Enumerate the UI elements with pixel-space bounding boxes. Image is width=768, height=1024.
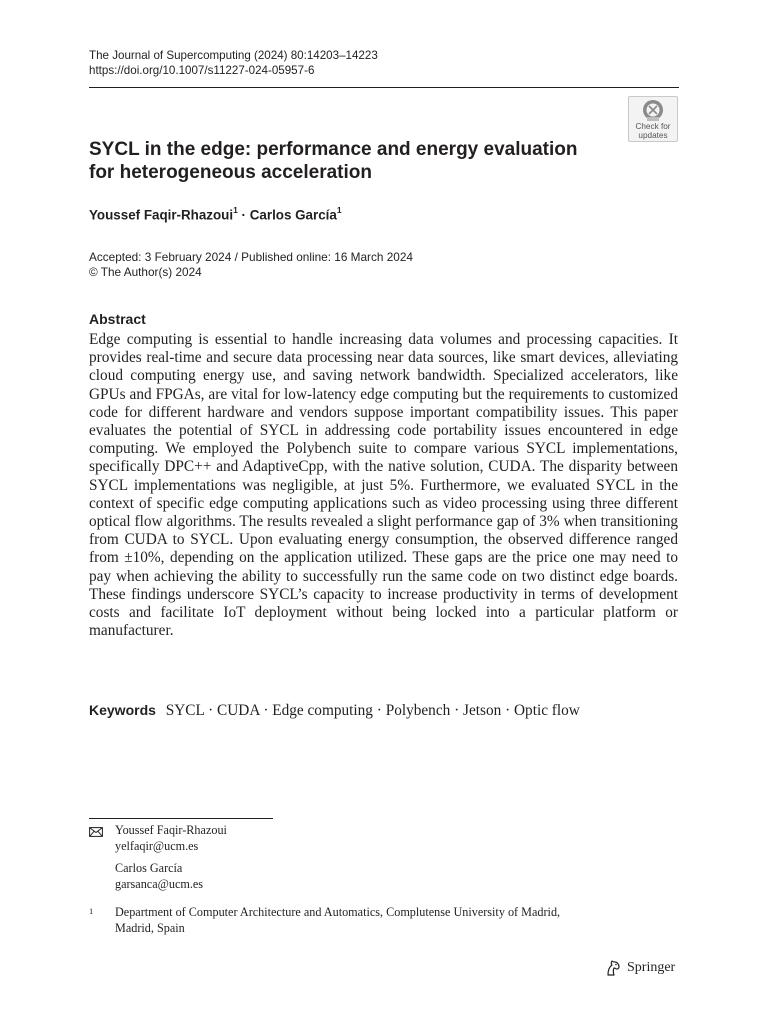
author-contact bbox=[115, 861, 203, 892]
title-line-1: SYCL in the edge: performance and energy evaluation bbox=[89, 139, 578, 160]
contact-name: Carlos García bbox=[115, 861, 183, 875]
affiliation-line-1: Department of Computer Architecture and Automatics, Complutense University of Madrid, bbox=[115, 905, 561, 919]
corresponding-author-contact bbox=[115, 823, 227, 854]
header-divider bbox=[89, 87, 679, 88]
check-for-updates-icon bbox=[640, 99, 666, 123]
check-updates-line1: Check for bbox=[635, 122, 671, 131]
springer-horse-icon bbox=[604, 959, 622, 977]
author-name[interactable]: Youssef Faqir‑Rhazoui bbox=[89, 207, 234, 223]
envelope-icon bbox=[89, 827, 103, 837]
keywords-label: Keywords bbox=[89, 702, 156, 718]
publication-dates bbox=[89, 250, 413, 280]
footnote-divider bbox=[89, 818, 273, 819]
title-line-2: for heterogeneous acceleration bbox=[89, 162, 372, 183]
check-for-updates-badge[interactable] bbox=[628, 96, 678, 142]
contact-name: Youssef Faqir-Rhazoui bbox=[115, 823, 227, 837]
abstract-text: Edge computing is essential to handle increasing data volumes and processing capacities. It provides real-time and secure data processing near data sources, like smart devices, alleviating cloud computing energy use, and saving network bandwidth. Specialized accelerators, like GPUs and FPGAs, are vital for low-latency edge computing but the requirements to customized code for different hardware and vendors suppose important compatibility issues. This paper evaluates the potential of SYCL in addressing code portability issues encountered in edge computing. We employed the Polybench suite to compare various SYCL implementations, specifically DPC++ and AdaptiveCpp, with the native solution, CUDA. The disparity between SYCL implementations was negligible, at just 5%. Furthermore, we evaluated SYCL in the context of specific edge computing applications such as video processing using three different optical flow algorithms. The results revealed a slight performance gap of 3% when transitioning from CUDA to SYCL. Upon evaluating energy consumption, the observed difference ranged from ±10%, depending on the application utilized. These gaps are the price one may need to pay when achieving the ability to successfully run the same code on two distinct edge boards. These findings underscore SYCL’s capacity to increase productivity in terms of development costs and facilitate IoT deployment without being locked into a particular platform or manufacturer. bbox=[89, 331, 678, 640]
abstract-heading: Abstract bbox=[89, 311, 146, 327]
affiliation-marker: 1 bbox=[233, 205, 238, 215]
accepted-published-line: Accepted: 3 February 2024 / Published online: 16 March 2024 bbox=[89, 250, 413, 264]
author-name[interactable]: Carlos García bbox=[249, 207, 337, 223]
publisher-logo bbox=[604, 958, 675, 978]
publisher-name: Springer bbox=[627, 960, 676, 975]
journal-citation: The Journal of Supercomputing (2024) 80:14203–14223 bbox=[89, 49, 378, 62]
affiliation-text bbox=[115, 905, 635, 936]
author-list bbox=[89, 206, 342, 222]
keywords-line bbox=[89, 700, 580, 721]
contact-email[interactable]: garsanca@ucm.es bbox=[115, 876, 204, 891]
affiliation-line-2: Madrid, Spain bbox=[115, 920, 185, 935]
paper-title bbox=[89, 138, 609, 184]
affiliation-marker: 1 bbox=[336, 205, 342, 215]
affiliation-number: 1 bbox=[89, 906, 94, 916]
journal-header bbox=[89, 48, 378, 78]
check-updates-line2: updates bbox=[638, 130, 668, 140]
keywords-list: SYCL · CUDA · Edge computing · Polybench · Jetson · Optic flow bbox=[165, 702, 580, 719]
contact-email[interactable]: yelfaqir@ucm.es bbox=[115, 838, 199, 853]
copyright-line: © The Author(s) 2024 bbox=[89, 265, 202, 279]
doi-link[interactable]: https://doi.org/10.1007/s11227-024-05957-6 bbox=[89, 64, 315, 77]
author-separator: · bbox=[237, 207, 250, 223]
